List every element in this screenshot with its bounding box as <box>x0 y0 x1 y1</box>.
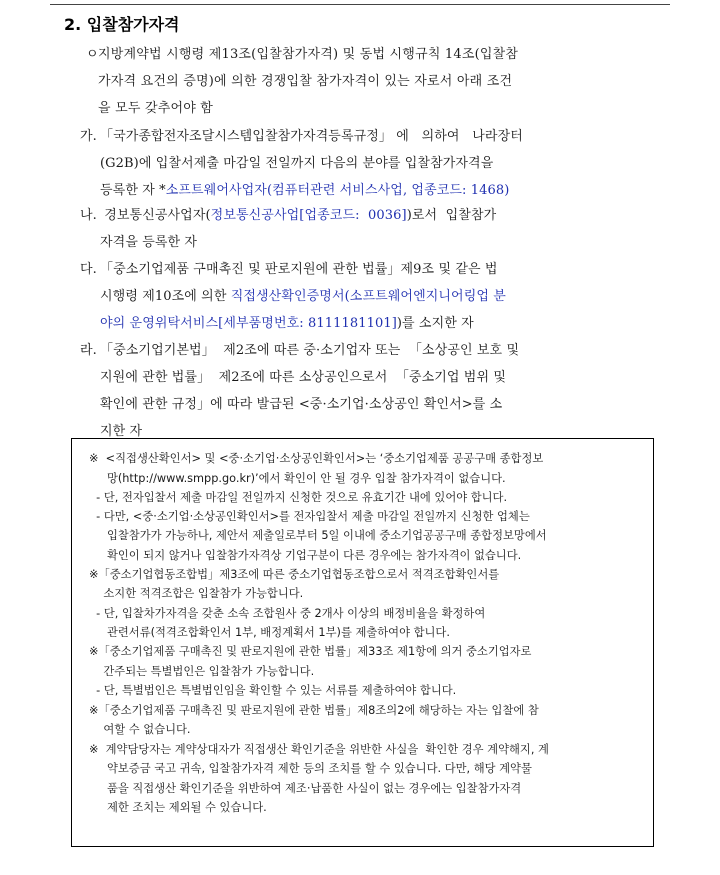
item-line <box>100 177 680 204</box>
item-line <box>100 256 680 283</box>
note-line: ※「중소기업협동조합법」제3조에 따른 중소기업협동조합으로서 적격조합확인서를 <box>89 568 500 581</box>
item-line <box>100 202 680 229</box>
top-divider <box>50 4 670 5</box>
item-text: 확인에 관한 규정」에 따라 발급된 <중·소기업·소상공인 확인서>를 소 <box>100 397 503 412</box>
intro-bullet: ㅇ <box>86 47 99 62</box>
item-text: 시행령 제10조에 의한 <box>100 289 231 304</box>
item-text: 지한 자 <box>100 424 143 439</box>
intro-line: 지방계약법 시행령 제13조(입찰참가자격) 및 동법 시행규칙 14조(입찰참 <box>98 47 519 62</box>
item-line <box>100 229 680 256</box>
item-line <box>100 337 680 364</box>
note-line: 망(http://www.smpp.go.kr)’에서 확인이 안 될 경우 입찰 참가자격이 없습니다. <box>89 472 506 485</box>
highlighted-text: 소프트웨어사업자(컴퓨터관련 서비스사업, 업종코드: 1468) <box>165 183 510 198</box>
section-title: 2. 입찰참가자격 <box>64 15 180 34</box>
item-line <box>100 150 680 177</box>
note-line: 제한 조치는 제외될 수 있습니다. <box>89 801 267 814</box>
item-marker: 라. <box>80 343 97 358</box>
note-line: - 단, 특별법인은 특별법인임을 확인할 수 있는 서류를 제출하여야 합니다. <box>89 684 457 697</box>
note-line: 입찰참가가 가능하나, 제안서 제출일로부터 5일 이내에 중소기업공공구매 종합정보망에서 <box>89 529 547 542</box>
item-line <box>100 364 680 391</box>
item-text: )로서 입찰참가 <box>406 208 497 223</box>
item-text: 지원에 관한 법률」 제2조에 따른 소상공인으로서 「중소기업 범위 및 <box>100 370 507 385</box>
item-marker: 다. <box>80 262 97 277</box>
note-line: ※「중소기업제품 구매촉진 및 판로지원에 관한 법률」제8조의2에 해당하는 자는 입찰에 참 <box>89 704 539 717</box>
item-line <box>100 310 680 337</box>
requirement-item <box>80 256 680 337</box>
item-text: (G2B)에 입찰서제출 마감일 전일까지 다음의 분야를 입찰참가자격을 <box>100 156 494 171</box>
item-marker: 나. <box>80 208 97 223</box>
note-line: - 다만, <중·소기업·소상공인확인서>를 전자입찰서 제출 마감일 전일까지 신청한 업체는 <box>89 510 530 523</box>
item-text: 경보통신공사업자( <box>100 208 211 223</box>
note-line: 약보증금 국고 귀속, 입찰참가자격 제한 등의 조치를 할 수 있습니다. 다만, 해당 계약물 <box>89 762 532 775</box>
note-line: 여할 수 없습니다. <box>89 723 191 736</box>
note-line: 확인이 되지 않거나 입찰참가자격상 기업구분이 다른 경우에는 참가자격이 없습니다. <box>89 549 522 562</box>
requirement-item <box>80 123 680 204</box>
item-marker: 가. <box>80 129 97 144</box>
note-line: 품을 직접생산 확인기준을 위반하여 제조·납품한 사실이 없는 경우에는 입찰참가자격 <box>89 782 522 795</box>
highlighted-text: 직접생산확인증명서(소프트웨어엔지니어링업 분 <box>230 289 506 304</box>
note-line: ※「중소기업제품 구매촉진 및 판로지원에 관한 법률」제33조 제1항에 의거 중소기업자로 <box>89 645 532 658</box>
item-line <box>100 391 680 418</box>
note-line: 소지한 적격조합은 입찰참가 가능합니다. <box>89 587 304 600</box>
notes-box <box>71 438 654 847</box>
item-text: 등록한 자 * <box>100 183 166 198</box>
note-line: - 단, 입찰차가자격을 갖춘 소속 조합원사 중 2개사 이상의 배정비율을 확정하여 <box>89 607 486 620</box>
highlighted-text: 야의 운영위탁서비스[세부품명번호: 8111181101] <box>100 316 397 331</box>
note-line: 간주되는 특별법인은 입찰참가 가능합니다. <box>89 665 315 678</box>
item-text: 「중소기업기본법」 제2조에 따른 중·소기업자 또는 「소상공인 보호 및 <box>100 343 520 358</box>
intro-line: 을 모두 갖추어야 함 <box>98 101 214 116</box>
item-line <box>100 283 680 310</box>
intro-paragraph <box>86 41 678 122</box>
item-text: )를 소지한 자 <box>396 316 474 331</box>
item-line <box>100 123 680 150</box>
requirement-item <box>80 337 680 445</box>
note-line: ※ 계약담당자는 계약상대자가 직접생산 확인기준을 위반한 사실을 확인한 경우 계약해지, 계 <box>89 743 549 756</box>
requirement-item <box>80 202 680 256</box>
note-line: - 단, 전자입찰서 제출 마감일 전일까지 신청한 것으로 유효기간 내에 있어야 합니다. <box>89 491 508 504</box>
item-text: 자격을 등록한 자 <box>100 235 198 250</box>
note-line: ※ <직접생산확인서> 및 <중·소기업·소상공인확인서>는 ‘중소기업제품 공공구매 종합정보 <box>89 452 544 465</box>
item-text: 「국가종합전자조달시스템입찰참가자격등록규정」 에 의하여 나라장터 <box>100 129 523 144</box>
note-line: 관련서류(적격조합확인서 1부, 배정계획서 1부)를 제출하여야 합니다. <box>89 626 450 639</box>
item-text: 「중소기업제품 구매촉진 및 판로지원에 관한 법률」제9조 및 같은 법 <box>100 262 498 277</box>
intro-line: 가자격 요건의 증명)에 의한 경쟁입찰 참가자격이 있는 자로서 아래 조건 <box>98 74 513 89</box>
highlighted-text: 정보통신공사업[업종코드: 0036] <box>210 208 407 223</box>
